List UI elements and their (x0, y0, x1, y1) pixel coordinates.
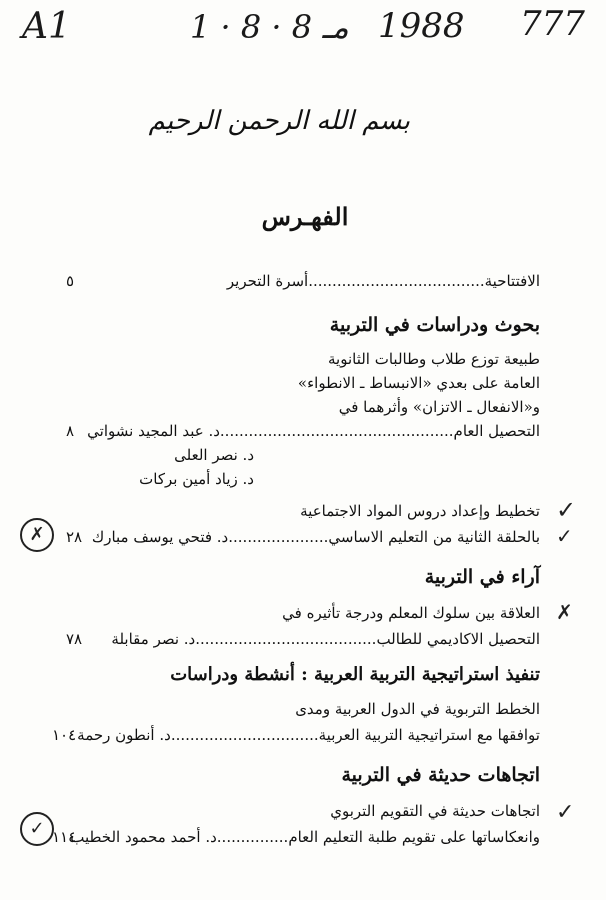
entry-title: التحصيل العام (453, 422, 540, 440)
toc-entry-line: بالحلقة الثانية من التعليم الاساسي.....................د. فتحي يوسف مبارك (91, 528, 540, 546)
entry-author: د. نصر مقابلة (111, 630, 196, 648)
section-heading: آراء في التربية (424, 566, 540, 588)
entry-line: و«الانفعال ـ الاتزان» وأثرهما في (338, 398, 540, 416)
handwritten-year: 1988 (378, 6, 465, 46)
entry-line: العامة على بعدي «الانبساط ـ الانطواء» (297, 374, 540, 392)
entry-title: توافقها مع استراتيجية التربية العربية (318, 726, 540, 744)
page-number: ٧٨ (66, 630, 83, 648)
page-number: ١١٤ (52, 828, 77, 846)
entry-author: د. نصر العلى (174, 446, 254, 464)
margin-check-mark: ✓ (556, 496, 577, 524)
circled-cross-mark: ✗ (20, 518, 54, 552)
toc-entry-line: توافقها مع استراتيجية التربية العربية...............................د. أنطون رحمة (77, 726, 540, 744)
toc-entry-line: وانعكاساتها على تقويم طلبة التعليم العام...............د. أحمد محمود الخطيب (70, 828, 540, 846)
entry-title: وانعكاساتها على تقويم طلبة التعليم العام (288, 828, 540, 846)
circled-check-mark: ✓ (20, 812, 54, 846)
entry-line: العلاقة بين سلوك المعلم ودرجة تأثيره في (282, 604, 540, 622)
toc-entry-line: التحصيل العام.................................................د. عبد المجيد نشواتي (87, 422, 540, 440)
margin-check-mark: ✓ (556, 524, 573, 548)
page-number: ٨ (66, 422, 75, 440)
entry-author: د. أنطون رحمة (77, 726, 171, 744)
toc-entry-opening: الافتتاحية.....................................أسرة التحرير (226, 272, 540, 290)
entry-author: د. أحمد محمود الخطيب (70, 828, 217, 846)
page-number: ٥ (66, 272, 75, 290)
section-heading: بحوث ودراسات في التربية (329, 314, 540, 336)
page-title: الفهـرس (261, 202, 349, 231)
entry-author: د. زياد أمين بركات (139, 470, 254, 488)
entry-line: اتجاهات حديثة في التقويم التربوي (330, 802, 540, 820)
section-heading: اتجاهات حديثة في التربية (341, 764, 540, 786)
page-number: ٢٨ (66, 528, 83, 546)
entry-line: تخطيط وإعداد دروس المواد الاجتماعية (300, 502, 540, 520)
entry-author: د. عبد المجيد نشواتي (87, 422, 220, 440)
bismillah: بسم الله الرحمن الرحيم (148, 106, 410, 136)
entry-author: د. فتحي يوسف مبارك (91, 528, 229, 546)
entry-title: التحصيل الاكاديمي للطالب (376, 630, 540, 648)
margin-cross-mark: ✗ (556, 600, 573, 624)
section-heading: تنفيذ استراتيجية التربية العربية : أنشطة ودراسات (170, 664, 540, 685)
entry-title: الافتتاحية (484, 272, 540, 290)
entry-title: بالحلقة الثانية من التعليم الاساسي (328, 528, 540, 546)
handwritten-label-a1: A1 (22, 6, 71, 47)
toc-entry-line: التحصيل الاكاديمي للطالب......................................د. نصر مقابلة (111, 630, 540, 648)
margin-check-mark: ✓ (556, 800, 575, 825)
entry-line: الخطط التربوية في الدول العربية ومدى (295, 700, 540, 718)
handwritten-date: 1 · 8 · 8 مـ (190, 8, 349, 46)
entry-line: طبيعة توزع طلاب وطالبات الثانوية (328, 350, 540, 368)
entry-author: أسرة التحرير (226, 272, 309, 290)
handwritten-number: 777 (520, 4, 585, 44)
page-number: ١٠٤ (52, 726, 77, 744)
